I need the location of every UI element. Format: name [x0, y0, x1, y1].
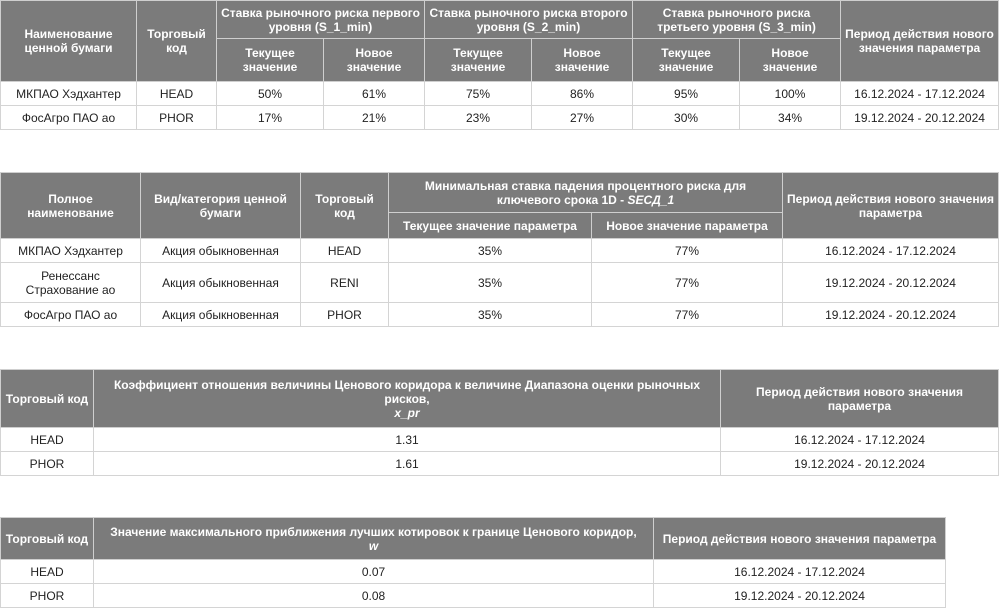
table-row [1, 303, 999, 327]
header-period: Период действия нового значения параметра [841, 1, 999, 82]
header-s2-new: Новое значение [532, 39, 633, 82]
cell-s1-current: 17% [217, 106, 324, 130]
header-ticker: Торговый код [1, 518, 94, 560]
header-s2-current: Текущее значение [425, 39, 532, 82]
cell-period: 19.12.2024 - 20.12.2024 [721, 452, 999, 476]
header-s1: Ставка рыночного риска первого уровня (S_1_min) [217, 1, 425, 39]
cell-ticker: PHOR [1, 584, 94, 608]
header-period: Период действия нового значения параметра [721, 370, 999, 428]
table-row [1, 239, 999, 263]
cell-period: 16.12.2024 - 17.12.2024 [654, 560, 946, 584]
market-risk-rates-table [0, 0, 999, 130]
cell-current: 35% [389, 303, 592, 327]
cell-ticker: PHOR [301, 303, 389, 327]
cell-new: 77% [592, 303, 783, 327]
table-row [1, 82, 999, 106]
cell-ticker: HEAD [1, 560, 94, 584]
table-row [1, 560, 946, 584]
interest-rate-risk-table [0, 172, 999, 327]
header-max-approach [94, 518, 654, 560]
cell-s2-current: 23% [425, 106, 532, 130]
cell-value: 0.07 [94, 560, 654, 584]
table-row [1, 584, 946, 608]
header-max-approach-symbol: w [368, 538, 379, 553]
table-row [1, 106, 999, 130]
cell-s1-new: 21% [324, 106, 425, 130]
header-category: Вид/категория ценной бумаги [141, 173, 301, 239]
header-ticker: Торговый код [301, 173, 389, 239]
cell-s3-new: 100% [740, 82, 841, 106]
cell-s3-current: 30% [633, 106, 740, 130]
header-period: Период действия нового значения параметра [654, 518, 946, 560]
cell-s3-current: 95% [633, 82, 740, 106]
header-s1-new: Новое значение [324, 39, 425, 82]
header-security-name: Наименование ценной бумаги [1, 1, 137, 82]
cell-name: ФосАгро ПАО ао [1, 106, 137, 130]
cell-s2-current: 75% [425, 82, 532, 106]
header-s3-current: Текущее значение [633, 39, 740, 82]
cell-name: ФосАгро ПАО ао [1, 303, 141, 327]
cell-period: 16.12.2024 - 17.12.2024 [783, 239, 999, 263]
header-current: Текущее значение параметра [389, 213, 592, 239]
cell-ticker: PHOR [137, 106, 217, 130]
header-full-name: Полное наименование [1, 173, 141, 239]
table-row [1, 428, 999, 452]
cell-current: 35% [389, 263, 592, 303]
cell-period: 19.12.2024 - 20.12.2024 [654, 584, 946, 608]
table-row [1, 263, 999, 303]
cell-value: 1.61 [94, 452, 721, 476]
header-coefficient-symbol: x_pr [394, 405, 420, 420]
cell-period: 19.12.2024 - 20.12.2024 [783, 303, 999, 327]
cell-name: МКПАО Хэдхантер [1, 82, 137, 106]
header-coefficient-text: Коэффициент отношения величины Ценового коридора к величине Диапазона оценки рыночных рисков, [113, 377, 701, 406]
header-s1-current: Текущее значение [217, 39, 324, 82]
header-s3-new: Новое значение [740, 39, 841, 82]
cell-period: 16.12.2024 - 17.12.2024 [721, 428, 999, 452]
cell-s2-new: 27% [532, 106, 633, 130]
cell-value: 1.31 [94, 428, 721, 452]
cell-ticker: PHOR [1, 452, 94, 476]
cell-period: 19.12.2024 - 20.12.2024 [783, 263, 999, 303]
header-min-rate-text: Минимальная ставка падения процентного риска для ключевого срока 1D - [424, 178, 747, 207]
header-ticker: Торговый код [137, 1, 217, 82]
cell-s1-new: 61% [324, 82, 425, 106]
cell-new: 77% [592, 239, 783, 263]
cell-ticker: HEAD [301, 239, 389, 263]
header-s2: Ставка рыночного риска второго уровня (S_2_min) [425, 1, 633, 39]
header-min-rate [389, 173, 783, 213]
cell-s1-current: 50% [217, 82, 324, 106]
cell-current: 35% [389, 239, 592, 263]
header-s3: Ставка рыночного риска третьего уровня (S_3_min) [633, 1, 841, 39]
cell-name: Ренессанс Страхование ао [1, 263, 141, 303]
cell-ticker: HEAD [1, 428, 94, 452]
cell-new: 77% [592, 263, 783, 303]
header-coefficient [94, 370, 721, 428]
cell-value: 0.08 [94, 584, 654, 608]
cell-ticker: HEAD [137, 82, 217, 106]
header-min-rate-code: SECД_1 [627, 192, 675, 207]
cell-name: МКПАО Хэдхантер [1, 239, 141, 263]
cell-ticker: RENI [301, 263, 389, 303]
header-period: Период действия нового значения параметра [783, 173, 999, 239]
cell-period: 19.12.2024 - 20.12.2024 [841, 106, 999, 130]
cell-period: 16.12.2024 - 17.12.2024 [841, 82, 999, 106]
cell-category: Акция обыкновенная [141, 239, 301, 263]
price-corridor-coefficient-table [0, 369, 999, 476]
cell-s3-new: 34% [740, 106, 841, 130]
header-new: Новое значение параметра [592, 213, 783, 239]
cell-category: Акция обыкновенная [141, 263, 301, 303]
header-max-approach-text: Значение максимального приближения лучших котировок к границе Ценового коридор, [110, 524, 637, 539]
cell-category: Акция обыкновенная [141, 303, 301, 327]
best-quotes-approach-table [0, 517, 946, 608]
table-row [1, 452, 999, 476]
cell-s2-new: 86% [532, 82, 633, 106]
header-ticker: Торговый код [1, 370, 94, 428]
